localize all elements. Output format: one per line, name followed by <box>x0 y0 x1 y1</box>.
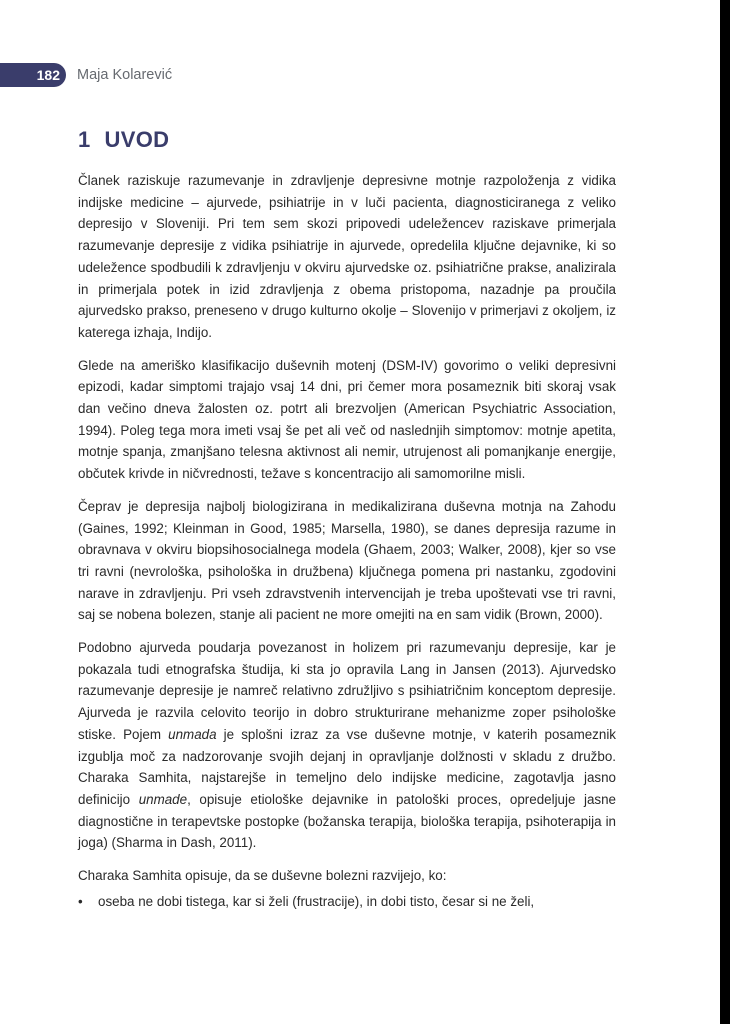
list-item-text: oseba ne dobi tistega, kar si želi (frustracije), in dobi tisto, česar si ne želi, <box>98 893 535 909</box>
term-unmade: unmade <box>138 791 188 807</box>
running-header <box>0 62 172 88</box>
paragraph-4-part-2: je splošni izraz za vse duševne motnje, v katerih posameznik izgublja moč za nadzorovanje svojih dejanj in opravljanje dolžnosti v skladu z družbo. Charaka Samhita, najstarejše in temeljno delo indijske medicine, zagotavlja jasno definicijo <box>78 726 616 807</box>
section-heading <box>78 127 169 153</box>
paragraph-1: Članek raziskuje razumevanje in zdravljenje depresivne motnje razpoloženja z vidika indijske medicine – ajurvede, psihiatrije in v luči pacienta, diagnosticiranega z veliko depresijo v Sloveniji. Pri tem sem skozi pripovedi udeležencev raziskave primerjala razumevanje depresije z vidika psihiatrije in ajurvede, opredelila ključne dejavnike, ki so udeležence spodbudili k zdravljenju v okviru ajurvedske oz. psihiatrične prakse, analizirala in primerjala potek in izid zdravljenja z obema pristopoma, nazadnje pa proučila ajurvedsko prakso, preneseno v drugo kulturno okolje – Slovenijo v primerjavi z okoljem, iz katerega izhaja, Indijo. <box>78 173 616 340</box>
paragraph-5: Charaka Samhita opisuje, da se duševne bolezni razvijejo, ko: <box>78 868 447 884</box>
paragraph-4-part-1: Podobno ajurveda poudarja povezanost in holizem pri razumevanju depresije, kar je pokazala tudi etnografska študija, ki sta jo opravila Lang in Jansen (2013). Ajurvedsko razumevanje depresije je namreč relativno združljivo s psihiatričnim konceptom depresije. Ajurveda je razvila celovito teorijo in dobro strukturirane mehanizme zoper psihološke stiske. Pojem <box>78 640 616 742</box>
page-number-badge: 182 <box>0 63 66 87</box>
author-name: Maja Kolarević <box>77 67 173 83</box>
section-number: 1 <box>78 127 91 152</box>
term-unmada: unmada <box>168 726 217 742</box>
paragraph-4 <box>78 637 616 854</box>
paragraph-4-part-3: , opisuje etiološke dejavnike in patološki proces, opredeljuje jasne diagnostične in terapevtske postopke (božanska terapija, biološka terapija, psihoterapija in joga) (Sharma in Dash, 2011). <box>78 791 616 851</box>
body-text <box>78 170 616 913</box>
section-title: UVOD <box>104 127 170 152</box>
paragraph-3: Čeprav je depresija najbolj biologizirana in medikalizirana duševna motnja na Zahodu (Gaines, 1992; Kleinman in Good, 1985; Marsella, 1980), se danes depresija razume in obravnava v okviru biopsihosocialnega modela (Ghaem, 2003; Walker, 2008), kjer so vse tri ravni (nevrološka, psihološka in družbena) ključnega pomena pri nastanku, zgodovini narave in zdravljenju. Pri vseh zdravstvenih intervencijah je treba upoštevati vse tri ravni, saj se nobena bolezen, stanje ali pacient ne more omejiti na en sam vidik (Brown, 2000). <box>78 498 616 623</box>
dark-margin <box>720 0 730 1024</box>
paragraph-2: Glede na ameriško klasifikacijo duševnih motenj (DSM-IV) govorimo o veliki depresivni epizodi, kadar simptomi trajajo vsaj 14 dni, pri čemer mora posameznik biti skoraj vsak dan večino dneva žalosten oz. potrt ali brezvoljen (American Psychiatric Association, 1994). Poleg tega mora imeti vsaj še pet ali več od naslednjih simptomov: motnje apetita, motnje spanja, zmanjšano telesna aktivnost ali nemir, utrujenost ali pomanjkanje energije, občutek krivde in ničvrednosti, težave s koncentracijo ali samomorilne misli. <box>78 357 616 482</box>
list-item <box>78 891 616 913</box>
bullet-list <box>78 891 616 913</box>
bullet-marker: • <box>78 893 83 909</box>
